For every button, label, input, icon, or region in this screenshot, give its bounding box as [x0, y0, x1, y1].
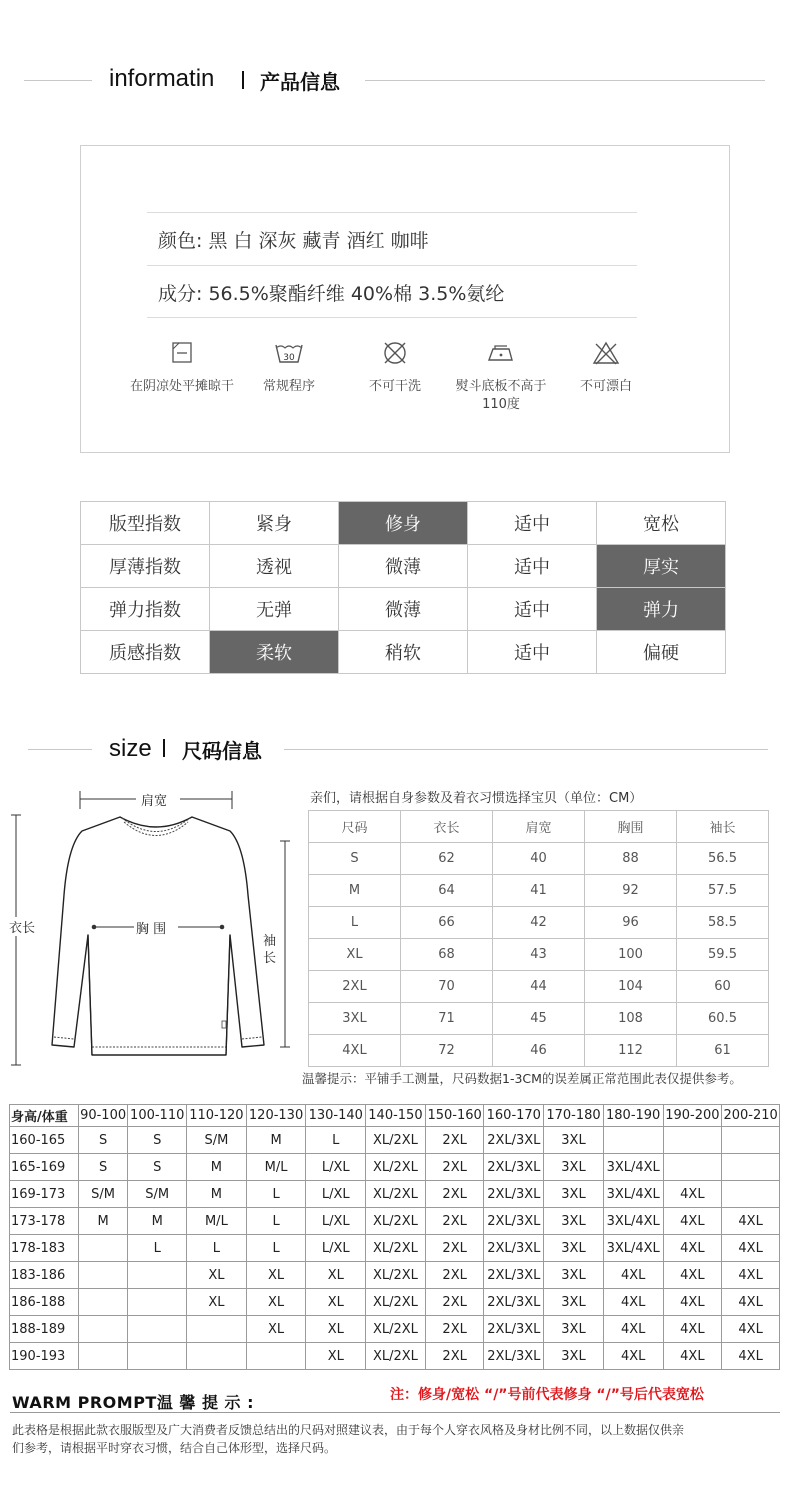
hw-cell: S/M: [187, 1127, 247, 1154]
hw-table-row: [10, 1343, 780, 1370]
hw-cell: M: [78, 1208, 128, 1235]
size-cell: 44: [493, 971, 585, 1003]
hw-cell: XL/2XL: [366, 1127, 426, 1154]
hw-table-row: [10, 1208, 780, 1235]
hw-cell: L: [128, 1235, 187, 1262]
care-label: 不可干洗: [368, 379, 421, 394]
care-label: 在阴凉处平摊晾干: [129, 379, 234, 394]
hw-cell: 4XL: [663, 1235, 722, 1262]
hw-cell: [128, 1316, 187, 1343]
hw-cell: XL/2XL: [366, 1343, 426, 1370]
section-separator: [163, 739, 165, 757]
hw-cell: 2XL/3XL: [484, 1127, 544, 1154]
hw-cell: [663, 1127, 722, 1154]
hw-cell: [78, 1343, 128, 1370]
size-cell: 104: [585, 971, 677, 1003]
hw-table-row: [10, 1289, 780, 1316]
care-item-iron: [446, 340, 556, 414]
hw-cell: 2XL/3XL: [484, 1343, 544, 1370]
index-row-label: 质感指数: [81, 631, 210, 674]
index-option-selected: 柔软: [210, 631, 339, 674]
hw-header-cell: 170-180: [544, 1105, 604, 1127]
wash-30-icon: [273, 340, 305, 366]
hw-cell: 4XL: [663, 1262, 722, 1289]
hw-cell: M: [187, 1154, 247, 1181]
hw-cell: 2XL: [425, 1289, 484, 1316]
size-cell: 72: [401, 1035, 493, 1067]
hw-cell: XL: [306, 1289, 366, 1316]
hw-cell: XL/2XL: [366, 1316, 426, 1343]
hw-cell: S: [128, 1127, 187, 1154]
index-option-selected: 厚实: [597, 545, 726, 588]
size-cell: 56.5: [677, 843, 769, 875]
hw-cell: M: [128, 1208, 187, 1235]
size-header-cell: 衣长: [401, 811, 493, 843]
no-bleach-icon: [592, 340, 620, 366]
hw-cell: L: [246, 1235, 306, 1262]
hw-cell: M: [187, 1181, 247, 1208]
care-item-no-dry-clean: [340, 340, 450, 396]
section-divider-left: [28, 749, 92, 750]
size-section-title-en: size: [109, 735, 152, 762]
index-row: [81, 502, 726, 545]
shoulder-label: 肩宽: [141, 794, 168, 809]
hw-cell: 186-188: [10, 1289, 79, 1316]
hw-cell: 3XL: [544, 1208, 604, 1235]
hw-cell: [128, 1262, 187, 1289]
hw-cell: [603, 1127, 663, 1154]
fit-index-table: [80, 501, 726, 674]
hw-header-cell: 120-130: [246, 1105, 306, 1127]
product-section-title-cn: 产品信息: [260, 70, 340, 94]
hw-cell: 2XL: [425, 1262, 484, 1289]
index-option-selected: 弹力: [597, 588, 726, 631]
hw-cell: [187, 1316, 247, 1343]
hw-cell: 2XL: [425, 1316, 484, 1343]
size-header-cell: 尺码: [309, 811, 401, 843]
hw-cell: 183-186: [10, 1262, 79, 1289]
hw-cell: M: [246, 1127, 306, 1154]
hw-cell: L: [246, 1208, 306, 1235]
hw-table-row: [10, 1154, 780, 1181]
size-table-row: [309, 875, 769, 907]
size-cell: 60.5: [677, 1003, 769, 1035]
size-cell: 2XL: [309, 971, 401, 1003]
size-cell: 64: [401, 875, 493, 907]
hw-cell: 4XL: [603, 1343, 663, 1370]
size-cell: M: [309, 875, 401, 907]
material-line: 成分: 56.5%聚酯纤维 40%棉 3.5%氨纶: [158, 283, 505, 305]
hw-cell: 190-193: [10, 1343, 79, 1370]
care-item-no-bleach: [551, 340, 661, 396]
hw-cell: L/XL: [306, 1154, 366, 1181]
hw-cell: 2XL/3XL: [484, 1181, 544, 1208]
hw-cell: [187, 1343, 247, 1370]
size-cell: 4XL: [309, 1035, 401, 1067]
hw-cell: L/XL: [306, 1181, 366, 1208]
hw-cell: XL/2XL: [366, 1208, 426, 1235]
hw-cell: 3XL: [544, 1343, 604, 1370]
size-table-row: [309, 907, 769, 939]
dry-flat-shade-icon: [168, 340, 196, 366]
care-label: 不可漂白: [579, 379, 632, 394]
size-cell: 70: [401, 971, 493, 1003]
size-table: [308, 810, 769, 1067]
hw-cell: S: [78, 1154, 128, 1181]
hw-cell: 4XL: [663, 1289, 722, 1316]
hw-cell: [78, 1316, 128, 1343]
section-divider-left: [24, 80, 92, 81]
hw-cell: 2XL: [425, 1154, 484, 1181]
hw-cell: L: [187, 1235, 247, 1262]
hw-header-cell: 130-140: [306, 1105, 366, 1127]
hw-cell: [128, 1343, 187, 1370]
hw-cell: 2XL: [425, 1127, 484, 1154]
hw-cell: XL: [246, 1262, 306, 1289]
hw-cell: M/L: [187, 1208, 247, 1235]
hw-cell: 4XL: [603, 1316, 663, 1343]
hw-cell: 3XL/4XL: [603, 1235, 663, 1262]
hw-cell: 4XL: [663, 1343, 722, 1370]
hw-table-row: [10, 1235, 780, 1262]
warm-prompt-text-2: 们参考，请根据平时穿衣习惯，结合自己体形型，选择尺码。: [12, 1441, 337, 1455]
hw-cell: XL/2XL: [366, 1154, 426, 1181]
hw-cell: [78, 1262, 128, 1289]
hw-table-row: [10, 1262, 780, 1289]
hw-table-row: [10, 1316, 780, 1343]
hw-cell: S: [78, 1127, 128, 1154]
hw-header-cell: 100-110: [128, 1105, 187, 1127]
fit-notation-note: 注：修身/宽松 “/”号前代表修身 “/”号后代表宽松: [390, 1387, 704, 1403]
hw-cell: 4XL: [722, 1235, 780, 1262]
size-cell: 45: [493, 1003, 585, 1035]
hw-cell: 3XL: [544, 1127, 604, 1154]
hw-cell: S/M: [78, 1181, 128, 1208]
hw-cell: 2XL: [425, 1181, 484, 1208]
size-header-cell: 袖长: [677, 811, 769, 843]
index-option: 适中: [468, 631, 597, 674]
index-option: 微薄: [339, 588, 468, 631]
size-cell: S: [309, 843, 401, 875]
hw-cell: 3XL: [544, 1154, 604, 1181]
size-cell: 71: [401, 1003, 493, 1035]
hw-cell: XL/2XL: [366, 1289, 426, 1316]
size-cell: 96: [585, 907, 677, 939]
section-separator: [242, 71, 244, 89]
index-option-selected: 修身: [339, 502, 468, 545]
index-option: 宽松: [597, 502, 726, 545]
size-table-row: [309, 1003, 769, 1035]
hw-header-cell: 110-120: [187, 1105, 247, 1127]
hw-cell: 4XL: [663, 1181, 722, 1208]
hw-cell: [246, 1343, 306, 1370]
hw-cell: [722, 1154, 780, 1181]
hw-cell: 3XL/4XL: [603, 1154, 663, 1181]
warm-prompt-title: WARM PROMPT温 馨 提 示 :: [12, 1393, 255, 1412]
hw-header-cell: 140-150: [366, 1105, 426, 1127]
info-divider: [147, 317, 637, 318]
iron-low-icon: [485, 340, 517, 366]
no-dry-clean-icon: [381, 340, 409, 366]
size-table-row: [309, 1035, 769, 1067]
hw-cell: 178-183: [10, 1235, 79, 1262]
care-label: 常规程序: [262, 379, 315, 394]
hw-cell: 2XL/3XL: [484, 1316, 544, 1343]
index-option: 微薄: [339, 545, 468, 588]
hw-cell: [722, 1181, 780, 1208]
svg-text:30: 30: [283, 353, 295, 363]
height-weight-table: [9, 1104, 780, 1370]
hw-cell: 4XL: [722, 1262, 780, 1289]
hw-header-cell: 190-200: [663, 1105, 722, 1127]
hw-cell: 3XL: [544, 1289, 604, 1316]
hw-cell: 2XL: [425, 1343, 484, 1370]
section-divider-right: [365, 80, 765, 81]
size-cell: 43: [493, 939, 585, 971]
hw-cell: 169-173: [10, 1181, 79, 1208]
size-section-title-cn: 尺码信息: [182, 739, 262, 763]
index-option: 适中: [468, 502, 597, 545]
hw-cell: 4XL: [722, 1289, 780, 1316]
hw-cell: [128, 1289, 187, 1316]
size-cell: XL: [309, 939, 401, 971]
size-cell: 100: [585, 939, 677, 971]
hw-header-cell: 160-170: [484, 1105, 544, 1127]
size-table-row: [309, 971, 769, 1003]
hw-cell: XL: [246, 1316, 306, 1343]
size-cell: 42: [493, 907, 585, 939]
hw-cell: 4XL: [603, 1289, 663, 1316]
index-option: 适中: [468, 545, 597, 588]
hw-cell: 4XL: [722, 1343, 780, 1370]
hw-cell: XL/2XL: [366, 1181, 426, 1208]
hw-cell: 165-169: [10, 1154, 79, 1181]
size-table-row: [309, 843, 769, 875]
size-cell: 57.5: [677, 875, 769, 907]
hw-cell: 3XL: [544, 1181, 604, 1208]
hw-cell: [722, 1127, 780, 1154]
hw-table-row: [10, 1181, 780, 1208]
hw-header-cell: 200-210: [722, 1105, 780, 1127]
size-tip: 温馨提示：平铺手工测量，尺码数据1-3CM的误差属正常范围此表仅提供参考。: [302, 1071, 742, 1086]
hw-cell: 3XL/4XL: [603, 1181, 663, 1208]
hw-cell: 173-178: [10, 1208, 79, 1235]
hw-cell: XL/2XL: [366, 1235, 426, 1262]
hw-table-header: [10, 1105, 780, 1127]
length-label: 衣长: [9, 917, 35, 936]
size-cell: 112: [585, 1035, 677, 1067]
hw-cell: 2XL/3XL: [484, 1289, 544, 1316]
size-cell: L: [309, 907, 401, 939]
size-cell: 68: [401, 939, 493, 971]
hw-header-cell: 180-190: [603, 1105, 663, 1127]
size-intro: 亲们，请根据自身参数及着衣习惯选择宝贝（单位：CM）: [310, 791, 643, 806]
hw-cell: 3XL: [544, 1316, 604, 1343]
index-option: 透视: [210, 545, 339, 588]
size-cell: 59.5: [677, 939, 769, 971]
index-row-label: 厚薄指数: [81, 545, 210, 588]
size-cell: 108: [585, 1003, 677, 1035]
hw-cell: L: [306, 1127, 366, 1154]
hw-cell: 3XL: [544, 1262, 604, 1289]
hw-cell: 2XL/3XL: [484, 1208, 544, 1235]
size-table-header: [309, 811, 769, 843]
size-table-row: [309, 939, 769, 971]
hw-cell: 3XL/4XL: [603, 1208, 663, 1235]
hw-header-cell: 身高/体重: [10, 1105, 79, 1127]
care-label: 熨斗底板不高于110度: [455, 379, 547, 412]
section-divider-right: [284, 749, 768, 750]
hw-cell: XL/2XL: [366, 1262, 426, 1289]
hw-cell: 4XL: [663, 1316, 722, 1343]
hw-cell: [663, 1154, 722, 1181]
size-header-cell: 胸围: [585, 811, 677, 843]
hw-cell: [78, 1289, 128, 1316]
hw-cell: 4XL: [663, 1208, 722, 1235]
hw-cell: 4XL: [722, 1316, 780, 1343]
size-cell: 40: [493, 843, 585, 875]
index-option: 稍软: [339, 631, 468, 674]
hw-cell: S/M: [128, 1181, 187, 1208]
size-cell: 60: [677, 971, 769, 1003]
hw-table-row: [10, 1127, 780, 1154]
hw-cell: XL: [187, 1289, 247, 1316]
size-cell: 61: [677, 1035, 769, 1067]
hw-cell: 3XL: [544, 1235, 604, 1262]
hw-header-cell: 150-160: [425, 1105, 484, 1127]
hw-cell: 160-165: [10, 1127, 79, 1154]
hw-cell: 4XL: [603, 1262, 663, 1289]
hw-cell: M/L: [246, 1154, 306, 1181]
info-divider: [147, 212, 637, 213]
size-cell: 66: [401, 907, 493, 939]
size-cell: 62: [401, 843, 493, 875]
size-cell: 41: [493, 875, 585, 907]
size-header-cell: 肩宽: [493, 811, 585, 843]
hw-cell: 188-189: [10, 1316, 79, 1343]
size-cell: 88: [585, 843, 677, 875]
hw-cell: L/XL: [306, 1208, 366, 1235]
warm-prompt-divider: [10, 1412, 780, 1413]
index-option: 偏硬: [597, 631, 726, 674]
hw-cell: 2XL: [425, 1208, 484, 1235]
product-section-title-en: informatin: [109, 65, 215, 92]
size-cell: 3XL: [309, 1003, 401, 1035]
hw-cell: S: [128, 1154, 187, 1181]
care-item-wash: [234, 340, 344, 396]
hw-cell: XL: [306, 1343, 366, 1370]
hw-cell: [78, 1235, 128, 1262]
hw-header-cell: 90-100: [78, 1105, 128, 1127]
index-row: [81, 545, 726, 588]
hw-cell: 2XL: [425, 1235, 484, 1262]
index-row-label: 弹力指数: [81, 588, 210, 631]
size-cell: 58.5: [677, 907, 769, 939]
size-cell: 92: [585, 875, 677, 907]
size-cell: 46: [493, 1035, 585, 1067]
hw-cell: XL: [306, 1262, 366, 1289]
index-row: [81, 588, 726, 631]
care-item-dry-flat: [127, 340, 237, 396]
index-row-label: 版型指数: [81, 502, 210, 545]
hw-cell: XL: [306, 1316, 366, 1343]
index-option: 适中: [468, 588, 597, 631]
hw-cell: 2XL/3XL: [484, 1154, 544, 1181]
hw-cell: XL: [246, 1289, 306, 1316]
hw-cell: 2XL/3XL: [484, 1235, 544, 1262]
index-option: 无弹: [210, 588, 339, 631]
warm-prompt-text-1: 此表格是根据此款衣服版型及广大消费者反馈总结出的尺码对照建议表，由于每个人穿衣风格及身材比例不同，以上数据仅供亲: [12, 1423, 685, 1437]
hw-cell: 2XL/3XL: [484, 1262, 544, 1289]
color-line: 颜色: 黑 白 深灰 藏青 酒红 咖啡: [158, 230, 429, 252]
chest-label: 胸 围: [136, 922, 167, 937]
hw-cell: 4XL: [722, 1208, 780, 1235]
sleeve-label: 袖长: [263, 934, 277, 966]
hw-cell: XL: [187, 1262, 247, 1289]
info-divider: [147, 265, 637, 266]
index-option: 紧身: [210, 502, 339, 545]
index-row: [81, 631, 726, 674]
hw-cell: L/XL: [306, 1235, 366, 1262]
hw-cell: L: [246, 1181, 306, 1208]
